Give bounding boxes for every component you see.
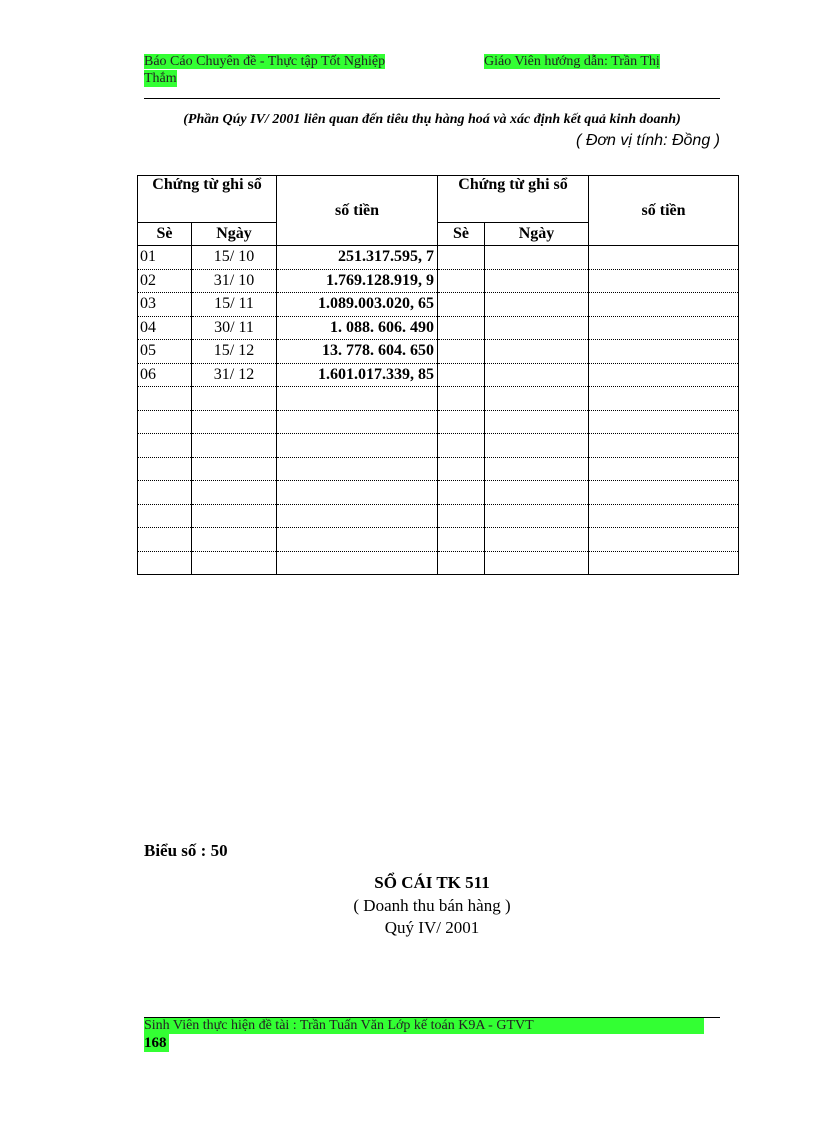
page-number: 168 [144,1035,167,1051]
cell-ngay: 31/ 10 [192,269,277,293]
table-row [138,481,739,505]
cell-amount: 13. 778. 604. 650 [277,340,438,364]
col-ngay-left: Ngày [192,223,277,246]
ledger-subtitle: ( Doanh thu bán hàng ) [353,896,511,915]
table-row [138,504,739,528]
table-row [138,363,739,387]
table-row [138,528,739,552]
cell-so: 03 [138,293,192,317]
cell-ngay: 15/ 10 [192,246,277,270]
cell-so: 06 [138,363,192,387]
ledger-quarter: Quý IV/ 2001 [384,918,480,937]
table-row [138,434,739,458]
currency-unit: ( Đơn vị tính: Đồng ) [576,132,720,149]
cell-amount: 1. 088. 606. 490 [277,316,438,340]
table-row [138,387,739,411]
voucher-group-header-right: Chứng từ ghi sổ [438,176,589,223]
voucher-group-header-left: Chứng từ ghi sổ [138,176,277,223]
table-row [138,410,739,434]
table-row [138,269,739,293]
header-report-title: Báo Cáo Chuyên đề - Thực tập Tốt Nghiệp [144,54,386,69]
table-row [138,340,739,364]
footer-author: Sinh Viên thực hiện đề tài : Trần Tuấn Văn Lớp kế toán K9A - GTVT [144,1018,704,1034]
header-divider [144,98,720,99]
amount-header-left: số tiền [277,176,438,246]
cell-so: 01 [138,246,192,270]
header-supervisor: Giáo Viên hướng dẫn: Trần Thị [484,54,660,69]
cell-so: 04 [138,316,192,340]
section-subtitle: (Phần Qúy IV/ 2001 liên quan đến tiêu thụ hàng hoá và xác định kết quả kinh doanh) [183,112,681,127]
table-row [138,551,739,575]
cell-ngay: 30/ 11 [192,316,277,340]
cell-amount: 1.089.003.020, 65 [277,293,438,317]
table-row [138,246,739,270]
header-supervisor-cont: Thắm [144,71,177,86]
col-so-right: Sè [438,223,485,246]
col-ngay-right: Ngày [485,223,589,246]
table-row [138,293,739,317]
cell-so: 02 [138,269,192,293]
cell-ngay: 15/ 12 [192,340,277,364]
cell-ngay: 15/ 11 [192,293,277,317]
page-footer [144,1018,704,1034]
table-row [138,316,739,340]
cell-amount: 1.601.017.339, 85 [277,363,438,387]
cell-amount: 251.317.595, 7 [277,246,438,270]
amount-header-right: số tiền [589,176,739,246]
ledger-table [137,175,738,599]
cell-so: 05 [138,340,192,364]
page-header [144,53,720,87]
table-row [138,457,739,481]
cell-ngay: 31/ 12 [192,363,277,387]
form-number: Biểu số : 50 [144,841,228,860]
cell-amount: 1.769.128.919, 9 [277,269,438,293]
ledger-title: SỔ CÁI TK 511 [374,873,490,892]
col-so-left: Sè [138,223,192,246]
